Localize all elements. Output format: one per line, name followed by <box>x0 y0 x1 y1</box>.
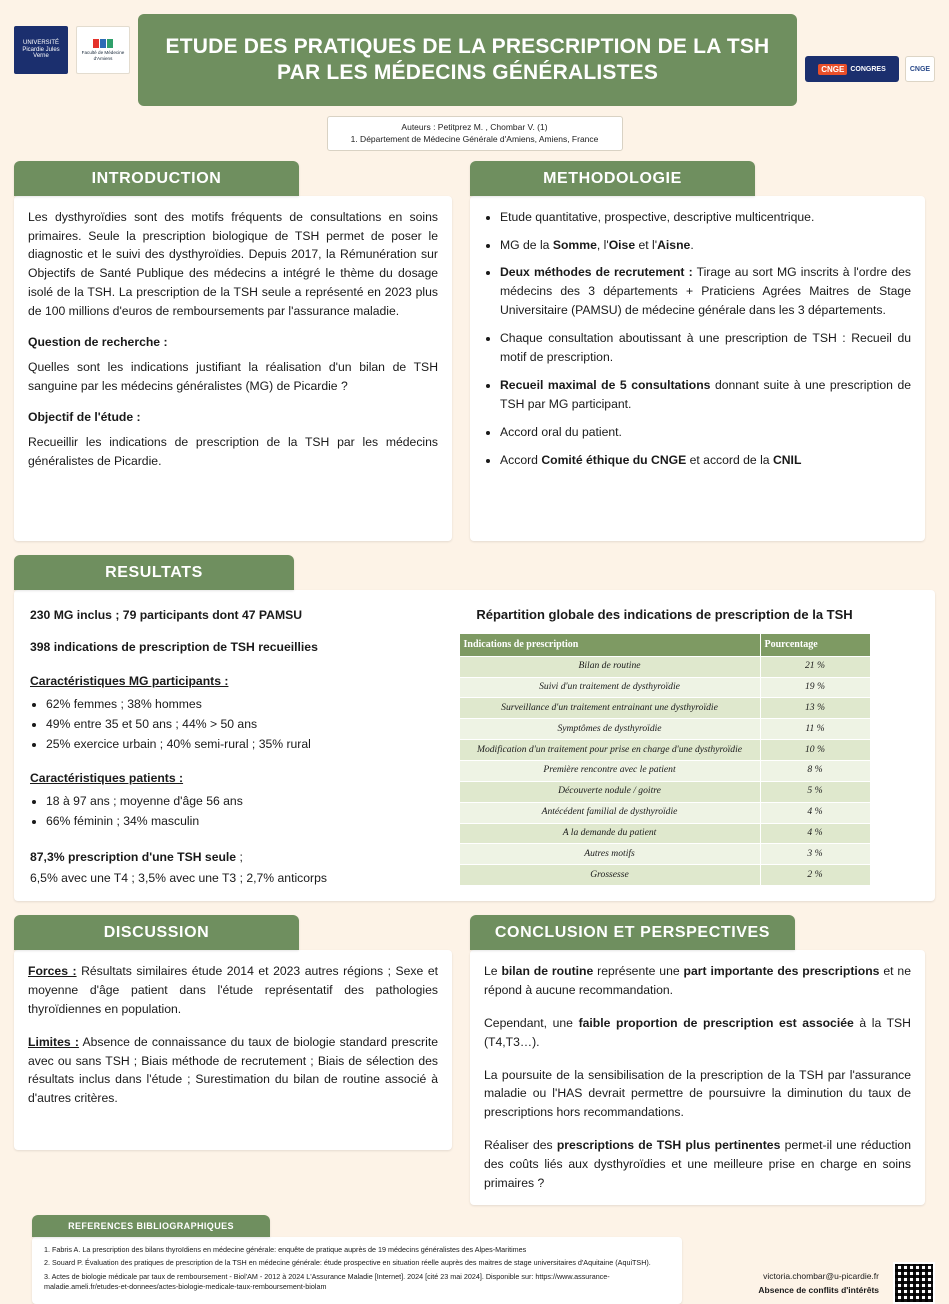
resultats-card <box>14 590 935 901</box>
conclusion-heading: CONCLUSION ET PERSPECTIVES <box>470 915 795 950</box>
cell-indication: Bilan de routine <box>459 656 760 677</box>
research-question-label: Question de recherche : <box>28 335 168 350</box>
cell-percent: 13 % <box>760 698 870 719</box>
forces-text: Résultats similaires étude 2014 et 2023 autres régions ; Sexe et moyenne d'âge patient dans l'étude représentatif des pathologies thyroïdiennes en population. <box>28 963 438 1016</box>
resultats-table-column <box>410 604 919 887</box>
cell-indication: Symptômes de dysthyroïdie <box>459 719 760 740</box>
list-item <box>500 329 911 367</box>
introduction-paragraph: Les dysthyroïdies sont des motifs fréquents de consultations en soins primaires. Seule la prescription biologique de TSH permet de poser le diagnostic et le suivi des dysthyroïdies. Depuis 2017, la Rémunération sur Objectifs de Santé Publique des médecins a intégré le thème du dosage isolé de la TSH. La prescription de la TSH seule a représenté en 2023 plus de 100 millions d'euros de remboursements par l'assurance maladie. <box>28 209 438 319</box>
cell-indication: Autres motifs <box>459 844 760 865</box>
concl-p2-b: faible proportion de prescription est associée <box>578 1015 854 1030</box>
concl-p1-a: Le <box>484 963 502 978</box>
table-row <box>459 740 870 761</box>
forces-paragraph <box>28 962 438 1019</box>
concl-p4-a: Réaliser des <box>484 1138 557 1153</box>
concl-p1-c: représente une <box>593 963 684 978</box>
list-item <box>46 812 400 830</box>
mg-item-1: 49% entre 35 et 50 ans ; 44% > 50 ans <box>46 716 258 731</box>
row-discussion-conclusion <box>14 915 935 1205</box>
list-item <box>500 423 911 442</box>
patient-characteristics-title: Caractéristiques patients : <box>30 771 184 786</box>
introduction-heading: INTRODUCTION <box>14 161 299 196</box>
faculty-logo-swatch <box>93 39 113 48</box>
page-title: ETUDE DES PRATIQUES DE LA PRESCRIPTION DE LA TSH PAR LES MÉDECINS GÉNÉRALISTES <box>165 34 770 84</box>
table-row <box>459 844 870 865</box>
cnge-logo <box>905 56 935 82</box>
methodologie-list <box>484 208 911 470</box>
faculty-logo <box>76 26 130 74</box>
table-header-row <box>459 634 870 657</box>
faculty-logo-label: Faculté de Médecine d'Amiens <box>81 50 125 61</box>
cell-percent: 5 % <box>760 781 870 802</box>
tsh-alone-rest: ; <box>236 850 243 865</box>
tsh-combo-line: 6,5% avec une T4 ; 3,5% avec une T3 ; 2,7% anticorps <box>30 870 327 885</box>
list-item: • MG de la Somme, l'Oise et l'Aisne. <box>500 236 911 255</box>
conclusion-paragraph-4 <box>484 1136 911 1193</box>
table-row <box>459 781 870 802</box>
authors-box <box>327 116 623 151</box>
limites-text: Absence de connaissance du taux de biologie standard prescrite avec ou sans TSH ; Biais méthode de recrutement ; Biais de sélection des résultats inclus dans l'étude ; Surestimation du bilan de routine associé à d'autres critères. <box>28 1034 438 1106</box>
methodologie-item-5: Accord oral du patient. <box>500 424 622 439</box>
concl-p2-a: Cependant, une <box>484 1015 579 1030</box>
left-logos <box>14 10 130 74</box>
resultats-text-column <box>30 604 400 887</box>
list-item <box>46 735 400 753</box>
table-row <box>459 802 870 823</box>
congress-logo <box>805 56 899 82</box>
table-row <box>459 656 870 677</box>
research-question-text: Quelles sont les indications justifiant la réalisation d'un bilan de TSH sanguine par les médecins généralistes (MG) de Picardie ? <box>28 359 438 393</box>
tsh-alone-line <box>30 848 400 866</box>
reference-item: 1. Fabris A. La prescription des bilans thyroïdiens en médecine générale: enquête de pratique auprès de 19 médecins généralistes des Alpes-Maritimes <box>44 1244 527 1254</box>
conflict-statement: Absence de conflits d'intérêts <box>758 1285 879 1296</box>
methodologie-item-3: Chaque consultation aboutissant à une prescription de TSH : Recueil du motif de prescription. <box>500 331 911 365</box>
methodologie-item-0: Etude quantitative, prospective, descriptive multicentrique. <box>500 209 815 224</box>
row-references <box>14 1215 935 1304</box>
section-conclusion <box>470 915 925 1205</box>
cell-percent: 4 % <box>760 802 870 823</box>
objective-label: Objectif de l'étude : <box>28 409 141 424</box>
cell-indication: Antécédent familial de dysthyroïdie <box>459 802 760 823</box>
cell-indication: Découverte nodule / goitre <box>459 781 760 802</box>
section-introduction <box>14 161 452 541</box>
authors-line: Auteurs : Petitprez M. , Chombar V. (1) <box>401 122 548 132</box>
concl-p1-b: bilan de routine <box>501 963 594 978</box>
conclusion-paragraph-1 <box>484 962 911 1000</box>
list-item: • Deux méthodes de recrutement : Tirage au sort MG inscrits à l'ordre des médecins des 3 départements + Praticiens Agrées Maitres de Stage Universitaire (PAMSU) de médecine générale dans les 3 départements. <box>500 263 911 320</box>
list-item <box>46 715 400 733</box>
mg-item-2: 25% exercice urbain ; 40% semi-rural ; 35% rural <box>46 737 311 752</box>
limites-label: Limites : <box>28 1034 79 1049</box>
indications-table <box>459 633 871 886</box>
cell-indication: Surveillance d'un traitement entrainant une dysthyroïdie <box>459 698 760 719</box>
contact-email[interactable]: victoria.chombar@u-picardie.fr <box>763 1270 879 1281</box>
mg-item-0: 62% femmes ; 38% hommes <box>46 696 202 711</box>
qr-code-icon[interactable] <box>893 1262 935 1304</box>
table-row <box>459 677 870 698</box>
table-row <box>459 823 870 844</box>
concl-p4-b: prescriptions de TSH plus pertinentes <box>556 1138 781 1153</box>
cell-indication: A la demande du patient <box>459 823 760 844</box>
column-header-indication: Indications de prescription <box>459 634 760 657</box>
list-item <box>46 695 400 713</box>
resultats-included: 230 MG inclus ; 79 participants dont 47 PAMSU <box>30 607 303 622</box>
contact-block <box>758 1269 879 1304</box>
list-item: • Recueil maximal de 5 consultations donnant suite à une prescription de TSH par MG participant. <box>500 376 911 414</box>
mg-characteristics-title: Caractéristiques MG participants : <box>30 674 229 689</box>
cell-percent: 21 % <box>760 656 870 677</box>
patient-item-1: 66% féminin ; 34% masculin <box>46 814 200 828</box>
list-item: • Accord Comité éthique du CNGE et accord de la CNIL <box>500 451 911 470</box>
university-logo-label: UNIVERSITÉ Picardie Jules Verne <box>22 39 60 60</box>
mg-characteristics-list <box>30 695 400 754</box>
reference-item: 3. Actes de biologie médicale par taux de remboursement - Biol'AM - 2012 à 2024 L'Assurance Maladie [Internet]. 2024 [cité 23 mai 2024]. Disponible sur: https://www.assurance-maladie.ameli.fr/etudes-et-donnees/actes-biologie-medicale-taux-remboursement-biolam <box>44 1271 610 1292</box>
reference-item: 2. Souard P. Évaluation des pratiques de prescription de la TSH en médecine générale: étude prospective en situation réelle auprès des maitres de stage universitaires d'Aquitaine (AquiTSH). <box>44 1258 651 1268</box>
table-row <box>459 760 870 781</box>
resultats-indications: 398 indications de prescription de TSH recueillies <box>30 639 318 654</box>
concl-p1-d: part importante des prescriptions <box>683 963 880 978</box>
row-intro-methodo <box>14 161 935 541</box>
section-references <box>32 1215 682 1304</box>
cell-indication: Grossesse <box>459 865 760 886</box>
forces-label: Forces : <box>28 963 77 978</box>
tsh-alone-bold: 87,3% prescription d'une TSH seule <box>30 850 237 865</box>
discussion-card <box>14 950 452 1150</box>
list-item <box>46 792 400 810</box>
affiliation-line: 1. Département de Médecine Générale d'Amiens, Amiens, France <box>350 134 599 145</box>
table-row <box>459 865 870 886</box>
cell-percent: 8 % <box>760 760 870 781</box>
conclusion-card <box>470 950 925 1205</box>
conclusion-paragraph-2 <box>484 1014 911 1052</box>
methodologie-heading: METHODOLOGIE <box>470 161 755 196</box>
methodologie-card <box>470 196 925 541</box>
cell-percent: 4 % <box>760 823 870 844</box>
concl-p2-c: à la TSH (T4,T3…). <box>484 1015 911 1049</box>
section-resultats <box>14 555 935 901</box>
distribution-title: Répartition globale des indications de prescription de la TSH <box>476 606 853 622</box>
congress-logo-text: CONGRES <box>850 65 886 73</box>
cnge-logo-label: CNGE <box>909 65 931 73</box>
cell-percent: 11 % <box>760 719 870 740</box>
references-heading: REFERENCES BIBLIOGRAPHIQUES <box>32 1215 270 1237</box>
section-methodologie <box>470 161 925 541</box>
resultats-heading: RESULTATS <box>14 555 294 590</box>
conclusion-paragraph-3: La poursuite de la sensibilisation de la prescription de la TSH par l'assurance maladie ou l'HAS devrait permettre de poursuivre la diminution du taux de prescriptions hors recommandations. <box>484 1067 911 1120</box>
poster-header <box>14 10 935 116</box>
footer-contact <box>700 1215 935 1304</box>
list-item <box>500 208 911 227</box>
concl-p1-e: et ne répond à aucune recommandation. <box>484 963 911 997</box>
column-header-percent: Pourcentage <box>760 634 870 657</box>
cell-percent: 2 % <box>760 865 870 886</box>
limites-paragraph <box>28 1033 438 1109</box>
poster-title-banner <box>138 14 797 106</box>
discussion-heading: DISCUSSION <box>14 915 299 950</box>
table-row <box>459 719 870 740</box>
cell-indication: Première rencontre avec le patient <box>459 760 760 781</box>
objective-text: Recueillir les indications de prescription de la TSH par les médecins généralistes de Picardie. <box>28 434 438 468</box>
university-logo <box>14 26 68 74</box>
patient-item-0: 18 à 97 ans ; moyenne d'âge 56 ans <box>46 793 243 808</box>
congress-logo-badge: CNGE <box>818 64 847 75</box>
cell-indication: Modification d'un traitement pour prise en charge d'une dysthyroïdie <box>459 740 760 761</box>
right-logos <box>805 10 935 82</box>
table-row <box>459 698 870 719</box>
cell-percent: 3 % <box>760 844 870 865</box>
cell-percent: 19 % <box>760 677 870 698</box>
concl-p4-c: permet-il une réduction des coûts liés aux dysthyroïdies et une meilleure prise en charge en soins primaires ? <box>484 1138 911 1191</box>
section-discussion <box>14 915 452 1205</box>
patient-characteristics-list <box>30 792 400 831</box>
cell-percent: 10 % <box>760 740 870 761</box>
cell-indication: Suivi d'un traitement de dysthyroïdie <box>459 677 760 698</box>
references-card <box>32 1237 682 1304</box>
introduction-card <box>14 196 452 541</box>
